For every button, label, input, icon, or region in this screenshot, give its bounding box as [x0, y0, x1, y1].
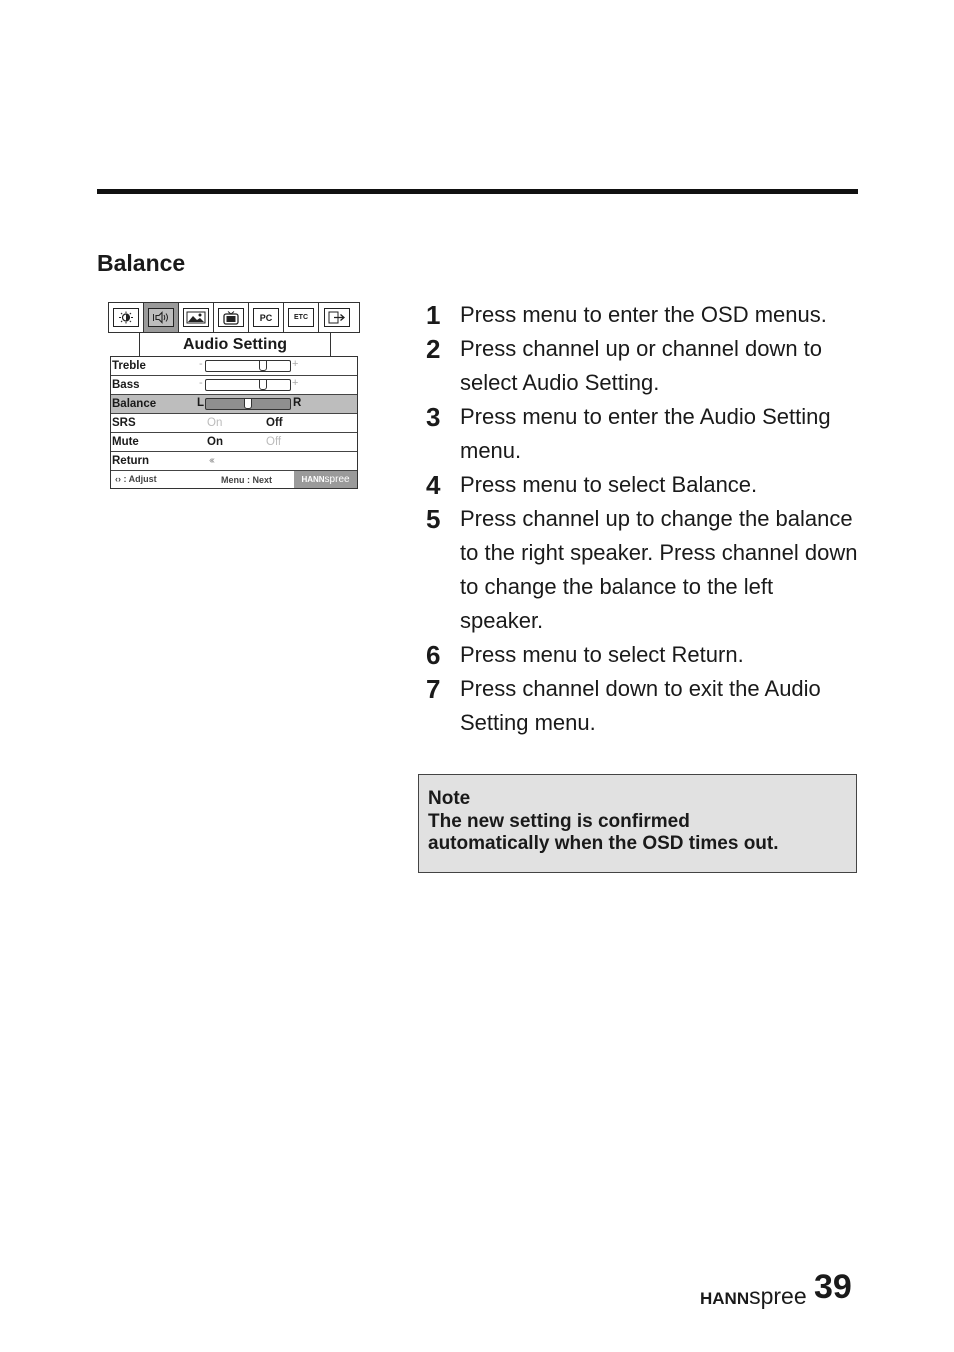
step-item [426, 468, 858, 502]
note-line-2: automatically when the OSD times out. [428, 833, 779, 854]
osd-menu-figure [108, 302, 360, 488]
exit-icon [319, 303, 354, 332]
treble-row [111, 357, 357, 376]
menu-next-hint: Menu : Next [221, 475, 273, 485]
balance-label: Balance [112, 398, 157, 410]
step-number: 6 [426, 640, 441, 670]
mute-row [111, 433, 357, 452]
step-item [426, 298, 858, 332]
adjust-hint: ‹› : Adjust [115, 474, 157, 484]
bass-label: Bass [112, 379, 140, 391]
step-text: Press menu to enter the Audio Setting menu. [460, 404, 831, 463]
section-title: Balance [97, 250, 186, 276]
balance-right-label: R [293, 397, 302, 409]
balance-row [111, 395, 357, 414]
treble-plus: + [292, 358, 299, 370]
etc-label: ETC [294, 314, 308, 321]
step-item [426, 672, 858, 740]
osd-brand-logo: HANNspree [294, 471, 357, 488]
step-item [426, 400, 858, 468]
step-number: 3 [426, 402, 441, 432]
return-arrows-icon: ‹‹‹ [209, 455, 213, 466]
step-number: 5 [426, 504, 441, 534]
mute-off-option: Off [266, 436, 282, 448]
srs-label: SRS [112, 417, 136, 429]
treble-slider [205, 360, 291, 372]
step-text: Press channel down to exit the Audio Setting menu. [460, 676, 821, 735]
step-text: Press menu to enter the OSD menus. [460, 302, 827, 327]
step-number: 2 [426, 334, 441, 364]
note-line-1: The new setting is confirmed [428, 810, 690, 832]
step-number: 1 [426, 300, 441, 330]
bass-slider [205, 379, 291, 391]
note-title: Note [428, 788, 471, 809]
osd-title: Audio Setting [139, 332, 331, 357]
brand-logo [700, 1283, 807, 1310]
srs-off-option: Off [266, 417, 283, 429]
step-item [426, 332, 858, 400]
screen-icon [179, 303, 214, 332]
osd-icon-bar [108, 302, 360, 333]
balance-left-label: L [197, 397, 205, 409]
bass-plus: + [292, 377, 299, 389]
etc-icon [284, 303, 319, 332]
treble-minus: - [199, 358, 203, 370]
return-row [111, 452, 357, 471]
step-item [426, 502, 858, 638]
tv-icon [214, 303, 249, 332]
header-rule [97, 189, 858, 194]
step-item [426, 638, 858, 672]
step-number: 7 [426, 674, 441, 704]
left-right-arrows-icon: ‹› [115, 474, 121, 484]
instruction-steps [426, 298, 858, 740]
osd-footer [111, 471, 357, 488]
balance-slider [205, 398, 291, 410]
balance-knob [244, 398, 252, 409]
step-number: 4 [426, 470, 441, 500]
treble-label: Treble [112, 360, 146, 372]
brand-rest: spree [749, 1283, 807, 1309]
step-text: Press channel up to change the balance to the right speaker. Press channel down to change the balance to the left speaker. [460, 506, 858, 633]
step-text: Press menu to select Return. [460, 642, 744, 667]
brand-bold: HANN [700, 1289, 750, 1308]
osd-settings-table [110, 356, 358, 489]
step-text: Press channel up or channel down to select Audio Setting. [460, 336, 823, 395]
bass-minus: - [199, 377, 203, 389]
page-number: 39 [814, 1268, 852, 1306]
picture-icon [109, 303, 144, 332]
pc-icon: PC [249, 303, 284, 332]
return-label: Return [112, 455, 150, 467]
mute-on-option: On [207, 436, 223, 448]
note-box [418, 774, 857, 873]
mute-label: Mute [112, 436, 139, 448]
audio-icon [144, 303, 179, 332]
srs-row [111, 414, 357, 433]
bass-row [111, 376, 357, 395]
srs-on-option: On [207, 417, 223, 429]
step-text: Press menu to select Balance. [460, 472, 758, 497]
bass-knob [259, 379, 267, 390]
treble-knob [259, 360, 267, 371]
